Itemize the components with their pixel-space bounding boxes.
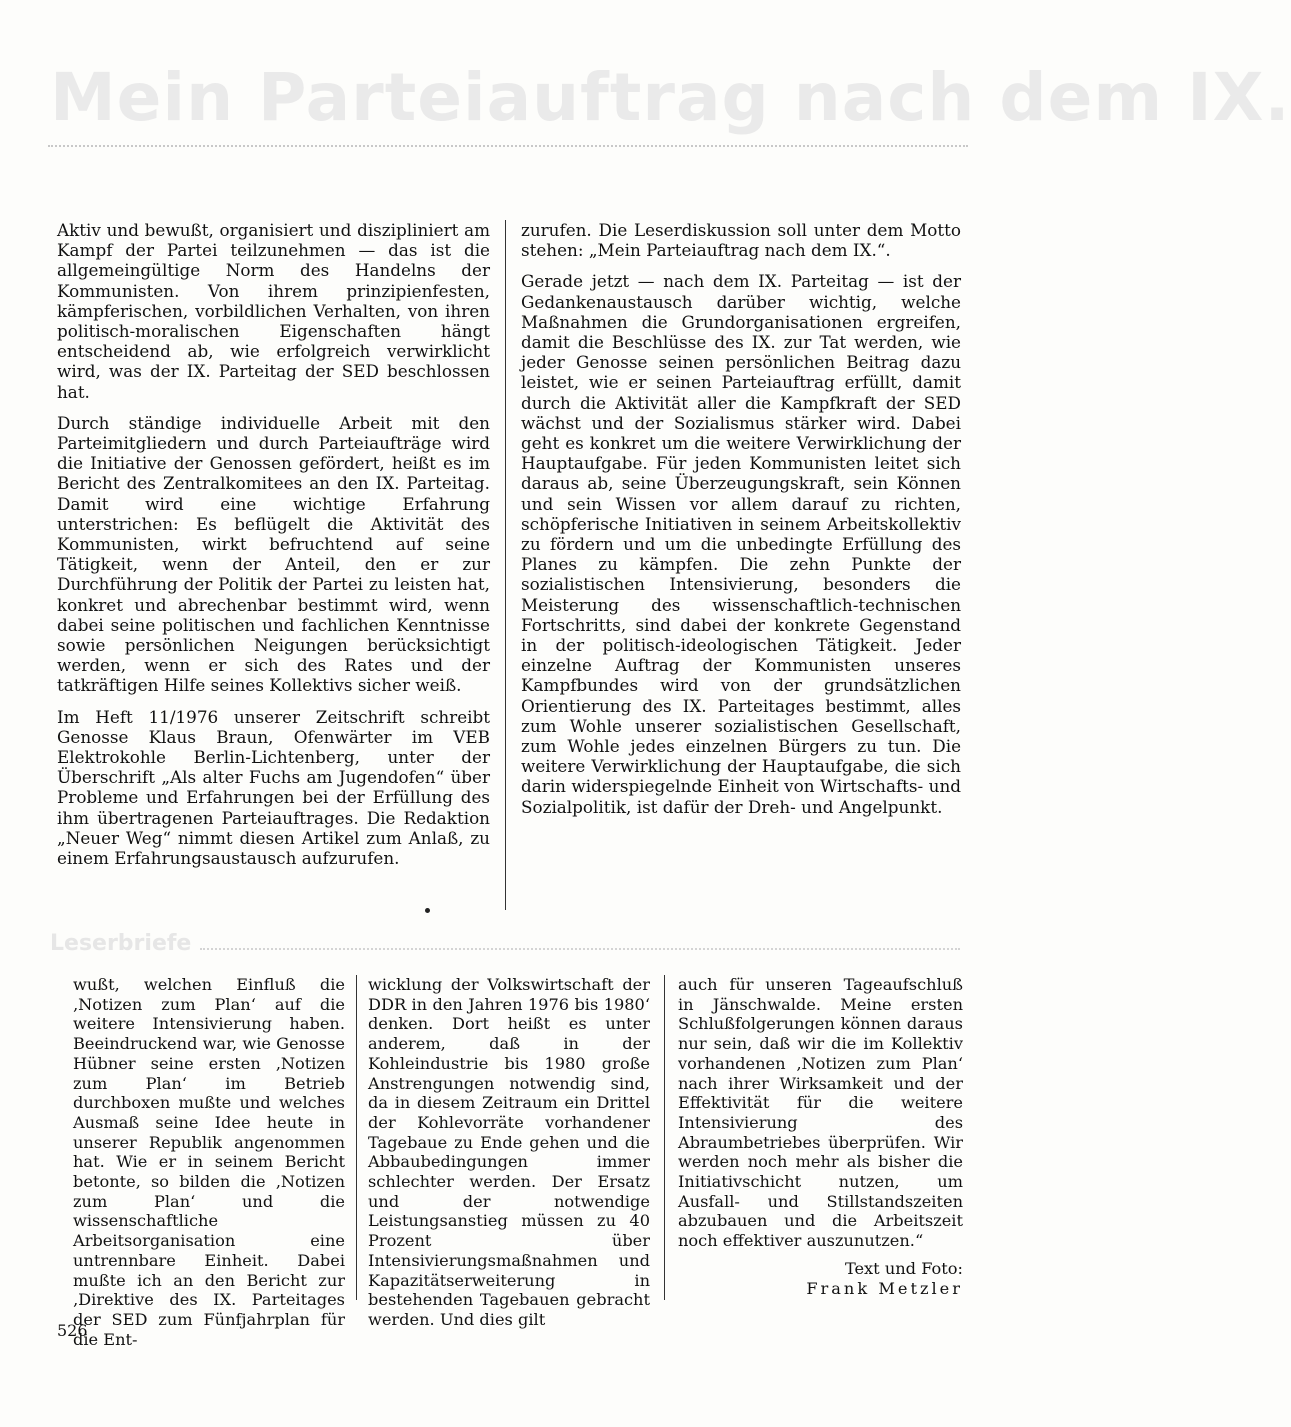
headline-divider — [48, 145, 968, 147]
column-divider — [505, 220, 506, 910]
column-divider — [356, 975, 357, 1300]
article-paragraph: zurufen. Die Leserdiskussion soll unter dem Motto stehen: „Mein Parteiauftrag nach dem IX.“. — [521, 220, 961, 261]
letter-column-2 — [368, 975, 650, 1330]
letter-column-3 — [678, 975, 963, 1251]
section-label: Leserbriefe — [50, 931, 192, 956]
bullet-mark — [425, 908, 430, 913]
author-name: Frank Metzler — [806, 1279, 963, 1298]
article-paragraph: Gerade jetzt — nach dem IX. Parteitag — ist der Gedankenaustausch darüber wichtig, welche Maßnahmen die Grundorganisationen ergreifen, damit die Beschlüsse des IX. zur Tat werden, wie jeder Genosse seinen persönlichen Beitrag dazu leistet, wie er seinen Parteiauftrag erfüllt, damit durch die Aktivität aller die Kampfkraft der SED wächst und der Sozialismus stärker wird. Dabei geht es konkret um die weitere Verwirklichung der Hauptaufgabe. Für jeden Kommunisten leitet sich daraus ab, seine Überzeugungskraft, sein Können und sein Wissen vor allem darauf zu richten, schöpferische Initiativen in seinem Arbeitskollektiv zu fördern und um die unbedingte Erfüllung des Planes zu kämpfen. Die zehn Punkte der sozialistischen Intensivierung, besonders die Meisterung des wissenschaftlich-technischen Fortschritts, sind dabei der konkrete Gegenstand in der politisch-ideologischen Tätigkeit. Jeder einzelne Auftrag der Kommunisten unseres Kampfbundes wird von der grundsätzlichen Orientierung des IX. Parteitages bestimmt, alles zum Wohle unserer sozialistischen Gesellschaft, zum Wohle jedes einzelnen Bürgers zu tun. Die weitere Verwirklichung der Hauptaufgabe, die sich darin widerspiegelnde Einheit von Wirtschafts- und Sozialpolitik, ist dafür der Dreh- und Angelpunkt. — [521, 271, 961, 817]
page-headline: Mein Parteiauftrag nach dem IX. — [50, 59, 1291, 136]
article-paragraph: Im Heft 11/1976 unserer Zeitschrift schreibt Genosse Klaus Braun, Ofenwärter im VEB Elektrokohle Berlin-Lichtenberg, unter der Überschrift „Als alter Fuchs am Jugendofen“ über Probleme und Erfahrungen bei der Erfüllung des ihm übertragenen Parteiauftrages. Die Redaktion „Neuer Weg“ nimmt diesen Artikel zum Anlaß, zu einem Erfahrungsaustausch aufzurufen. — [57, 706, 490, 869]
letter-text: wußt, welchen Einfluß die ‚Notizen zum Plan‘ auf die weitere Intensivierung haben. Beeindruckend war, wie Genosse Hübner seine ersten ‚Notizen zum Plan‘ im Betrieb durchboxen mußte und welches Ausmaß seine Idee heute in unserer Republik angenommen hat. Wie er in seinem Bericht betonte, so bilden die ‚Notizen zum Plan‘ und die wissenschaftliche Arbeitsorganisation eine untrennbare Einheit. Dabei mußte ich an den Bericht zur ‚Direktive des IX. Parteitages der SED zum Fünfjahrplan für die Ent- — [73, 975, 345, 1349]
photo-credit-label: Text und Foto: — [844, 1259, 963, 1278]
article-column-left — [57, 220, 490, 879]
section-divider — [200, 948, 960, 950]
page-number: 526 — [57, 1321, 88, 1340]
letter-text: auch für unseren Tageaufschluß in Jänschwalde. Meine ersten Schlußfolgerungen können daraus nur sein, daß wir die im Kollektiv vorhandenen ‚Notizen zum Plan‘ nach ihrer Wirksamkeit und der Effektivität für die weitere Intensivierung des Abraumbetriebes überprüfen. Wir werden noch mehr als bisher die Initiativschicht nutzen, um Ausfall- und Stillstandszeiten abzubauen und die Arbeitszeit noch effektiver auszunutzen.“ — [678, 975, 963, 1251]
article-paragraph: Durch ständige individuelle Arbeit mit den Parteimitgliedern und durch Parteiaufträge wird die Initiative der Genossen gefördert, heißt es im Bericht des Zentralkomitees an den IX. Parteitag. Damit wird eine wichtige Erfahrung unterstrichen: Es beflügelt die Aktivität des Kommunisten, wirkt befruchtend auf seine Tätigkeit, wenn der Anteil, den er zur Durchführung der Politik der Partei zu leisten hat, konkret und abrechenbar bestimmt wird, wenn dabei seine politischen und fachlichen Kenntnisse sowie persönlichen Neigungen berücksichtigt werden, wenn er sich des Rates und der tatkräftigen Hilfe seines Kollektivs sicher weiß. — [57, 412, 490, 696]
letter-column-1 — [73, 975, 345, 1349]
article-column-right — [521, 220, 961, 828]
letter-text: wicklung der Volkswirtschaft der DDR in den Jahren 1976 bis 1980‘ denken. Dort heißt es unter anderem, daß in der Kohleindustrie bis 1980 große Anstrengungen notwendig sind, da in diesem Zeitraum ein Drittel der Kohlevorräte vorhandener Tagebaue zu Ende gehen und die Abbaubedingungen immer schlechter werden. Der Ersatz und der notwendige Leistungsanstieg müssen zu 40 Prozent über Intensivierungsmaßnahmen und Kapazitätserweiterung in bestehenden Tagebauen gebracht werden. Und dies gilt — [368, 975, 650, 1329]
article-paragraph: Aktiv und bewußt, organisiert und diszipliniert am Kampf der Partei teilzunehmen — das ist die allgemeingültige Norm des Handelns der Kommunisten. Von ihrem prinzipienfesten, kämpferischen, vorbildlichen Verhalten, von ihren politisch-moralischen Eigenschaften hängt entscheidend ab, wie erfolgreich verwirklicht wird, was der IX. Parteitag der SED beschlossen hat. — [57, 220, 490, 402]
column-divider — [664, 975, 665, 1300]
